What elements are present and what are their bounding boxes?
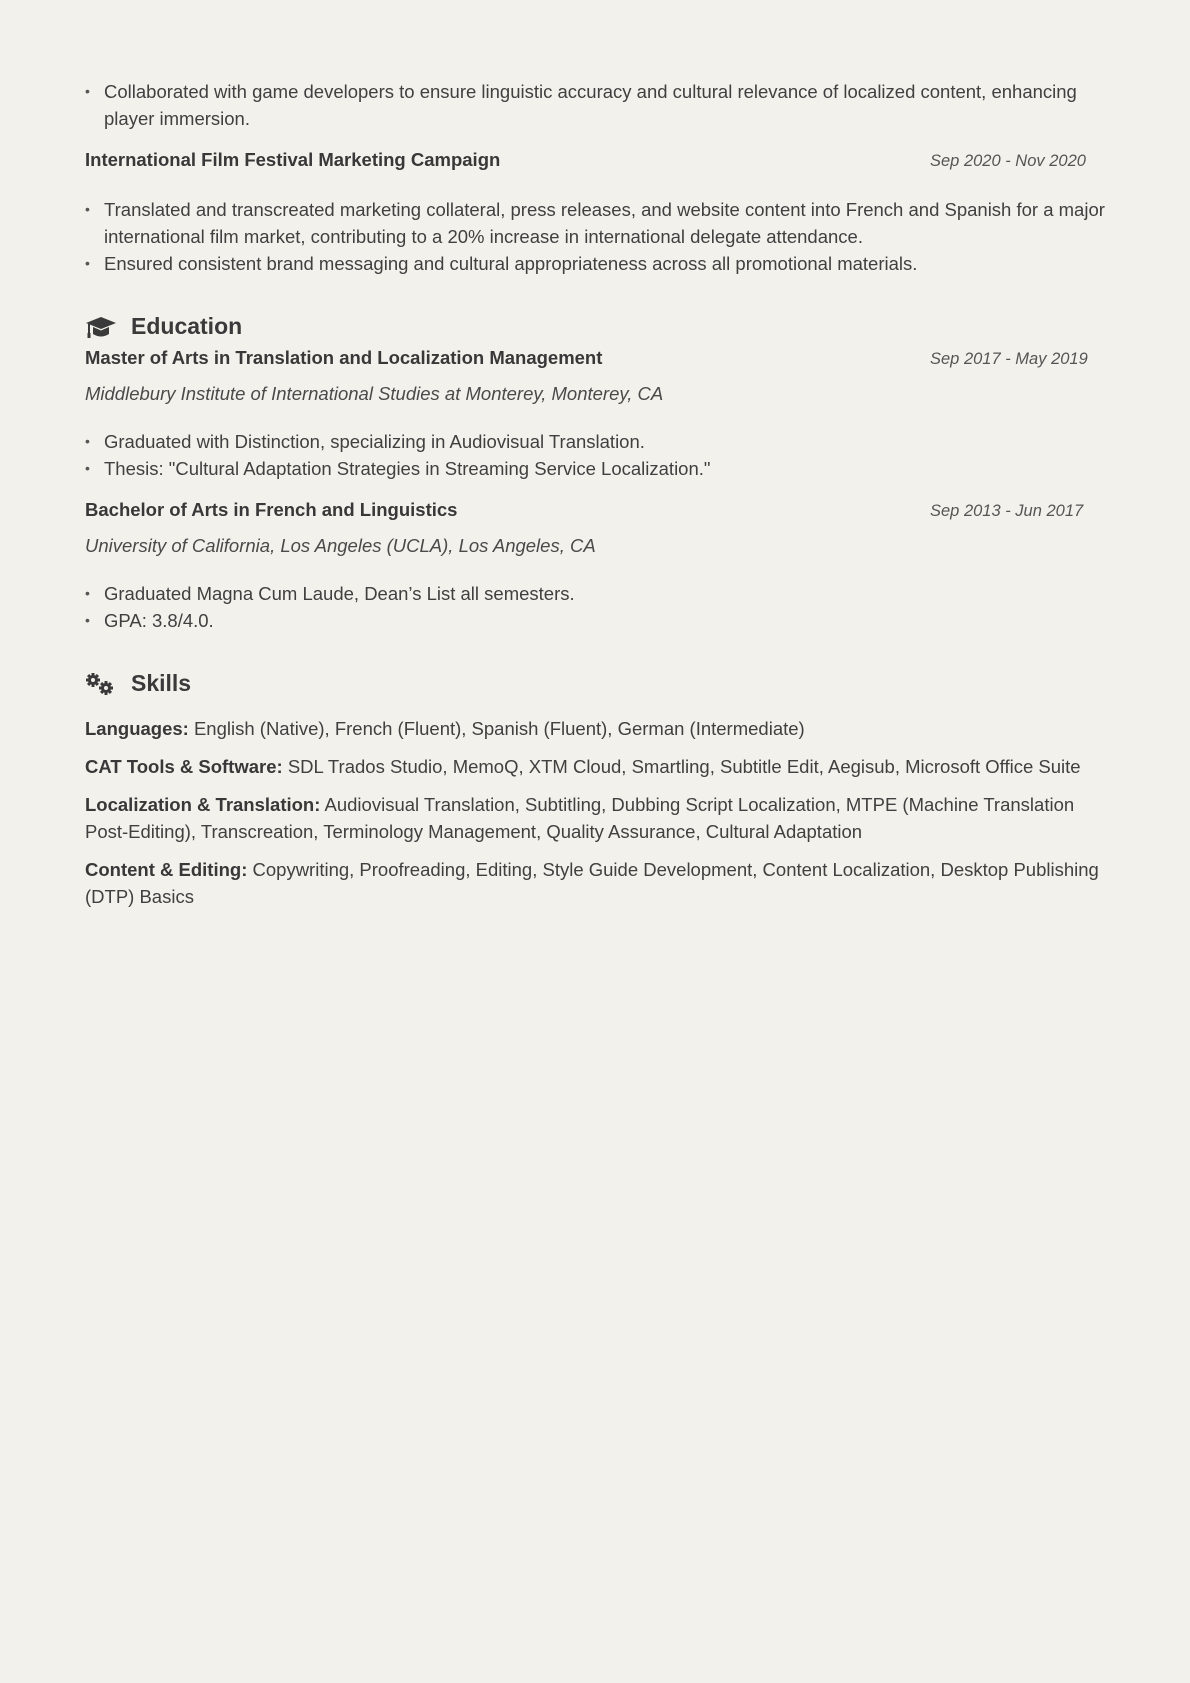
bullet-list xyxy=(85,78,1105,132)
skill-value: English (Native), French (Fluent), Spanish (Fluent), German (Intermediate) xyxy=(193,718,805,739)
skill-label: Localization & Translation: xyxy=(85,794,321,815)
bullet-item: • Thesis: "Cultural Adaptation Strategies in Streaming Service Localization." xyxy=(104,455,1105,482)
skill-row xyxy=(85,753,1105,780)
education-section-header xyxy=(85,313,1105,340)
project-date: Sep 2020 - Nov 2020 xyxy=(930,152,1086,170)
gears-icon xyxy=(85,672,117,696)
bullet-item: • Ensured consistent brand messaging and cultural appropriateness across all promotional materials. xyxy=(104,250,1105,277)
section-title: Skills xyxy=(131,670,192,696)
project-title: International Film Festival Marketing Campaign xyxy=(85,149,501,170)
bullet-list xyxy=(85,196,1105,277)
degree-title: Bachelor of Arts in French and Linguistics xyxy=(85,499,458,520)
project-entry xyxy=(85,146,1105,277)
bullet-item: • Graduated Magna Cum Laude, Dean’s List all semesters. xyxy=(104,580,1105,607)
skill-value: Audiovisual Translation, Subtitling, Dubbing Script Localization, MTPE (Machine Translation Post-Editing), Transcreation, Terminology Management, Quality Assurance, Cultural Adaptation xyxy=(85,794,1075,842)
skill-row xyxy=(85,856,1105,910)
resume-page xyxy=(85,78,1105,921)
degree-date: Sep 2013 - Jun 2017 xyxy=(930,502,1084,520)
degree-date: Sep 2017 - May 2019 xyxy=(930,350,1088,368)
skills-section-header xyxy=(85,670,1105,697)
skill-row xyxy=(85,715,1105,742)
bullet-item: • Translated and transcreated marketing collateral, press releases, and website content into French and Spanish for a major international film market, contributing to a 20% increase in international delegate attendance. xyxy=(104,196,1105,250)
bullet-item: • Collaborated with game developers to ensure linguistic accuracy and cultural relevance of localized content, enhancing player immersion. xyxy=(104,78,1105,132)
bullet-list xyxy=(85,580,1105,634)
institution: Middlebury Institute of International Studies at Monterey, Monterey, CA xyxy=(85,383,664,404)
skill-label: CAT Tools & Software: xyxy=(85,756,283,777)
skills-list xyxy=(85,715,1105,910)
skill-value: SDL Trados Studio, MemoQ, XTM Cloud, Smartling, Subtitle Edit, Aegisub, Microsoft Office Suite xyxy=(287,756,1081,777)
skill-label: Content & Editing: xyxy=(85,859,248,880)
education-entry xyxy=(85,496,1105,634)
experience-continued xyxy=(85,78,1105,132)
bullet-list xyxy=(85,428,1105,482)
education-entry xyxy=(85,344,1105,482)
skill-label: Languages: xyxy=(85,718,189,739)
skill-row xyxy=(85,791,1105,845)
bullet-item: • GPA: 3.8/4.0. xyxy=(104,607,1105,634)
section-title: Education xyxy=(131,313,243,339)
bullet-item: • Graduated with Distinction, specializing in Audiovisual Translation. xyxy=(104,428,1105,455)
graduation-cap-icon xyxy=(85,315,117,339)
skill-value: Copywriting, Proofreading, Editing, Style Guide Development, Content Localization, Desktop Publishing (DTP) Basics xyxy=(85,859,1099,907)
institution: University of California, Los Angeles (UCLA), Los Angeles, CA xyxy=(85,535,596,556)
degree-title: Master of Arts in Translation and Localization Management xyxy=(85,347,603,368)
